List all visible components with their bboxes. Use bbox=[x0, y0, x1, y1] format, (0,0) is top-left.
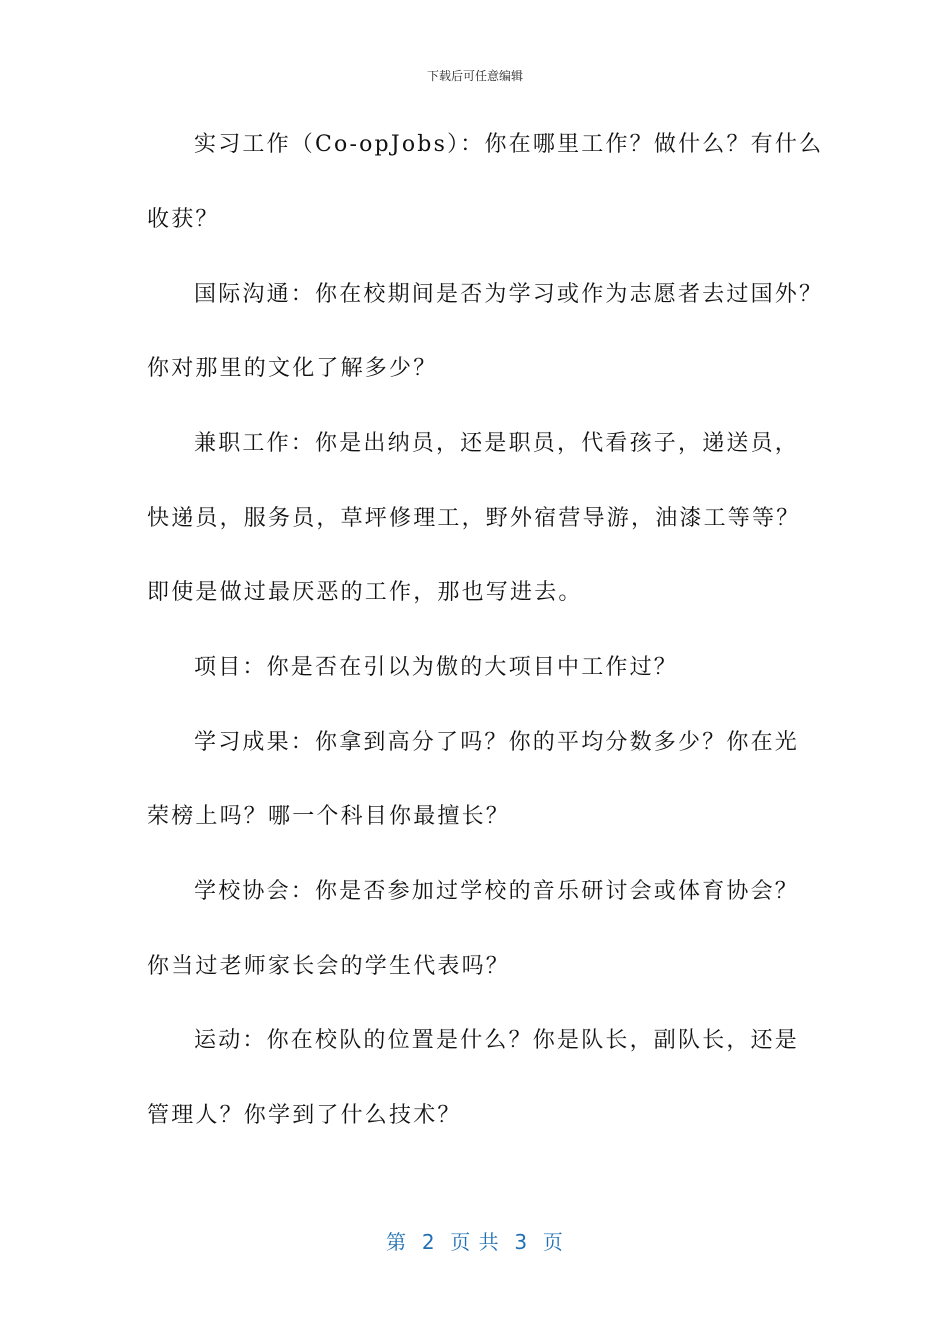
paragraph-line: 学校协会：你是否参加过学校的音乐研讨会或体育协会？ bbox=[194, 879, 800, 904]
paragraph-line: 即使是做过最厌恶的工作，那也写进去。 bbox=[147, 580, 583, 605]
paragraph-line: 项目：你是否在引以为傲的大项目中工作过？ bbox=[194, 655, 679, 680]
paragraph-line: 快递员，服务员，草坪修理工，野外宿营导游，油漆工等等？ bbox=[147, 506, 801, 531]
page-header: 下载后可任意编辑 bbox=[426, 69, 523, 83]
page-number-footer: 第 2 页 共 3 页 bbox=[386, 1230, 564, 1254]
paragraph-line: 实习工作（Co-opJobs）：你在哪里工作？做什么？有什么 bbox=[194, 132, 824, 157]
paragraph-line: 兼职工作：你是出纳员，还是职员，代看孩子，递送员， bbox=[194, 431, 800, 456]
paragraph-line: 收获？ bbox=[147, 207, 220, 232]
paragraph-line: 学习成果：你拿到高分了吗？你的平均分数多少？你在光 bbox=[194, 730, 800, 755]
paragraph-line: 你对那里的文化了解多少？ bbox=[147, 356, 438, 381]
paragraph-line: 管理人？你学到了什么技术？ bbox=[147, 1103, 462, 1128]
paragraph-line: 国际沟通：你在校期间是否为学习或作为志愿者去过国外？ bbox=[194, 282, 824, 307]
paragraph-line: 运动：你在校队的位置是什么？你是队长，副队长，还是 bbox=[194, 1028, 800, 1053]
paragraph-line: 你当过老师家长会的学生代表吗？ bbox=[147, 954, 511, 979]
paragraph-line: 荣榜上吗？哪一个科目你最擅长？ bbox=[147, 804, 511, 829]
